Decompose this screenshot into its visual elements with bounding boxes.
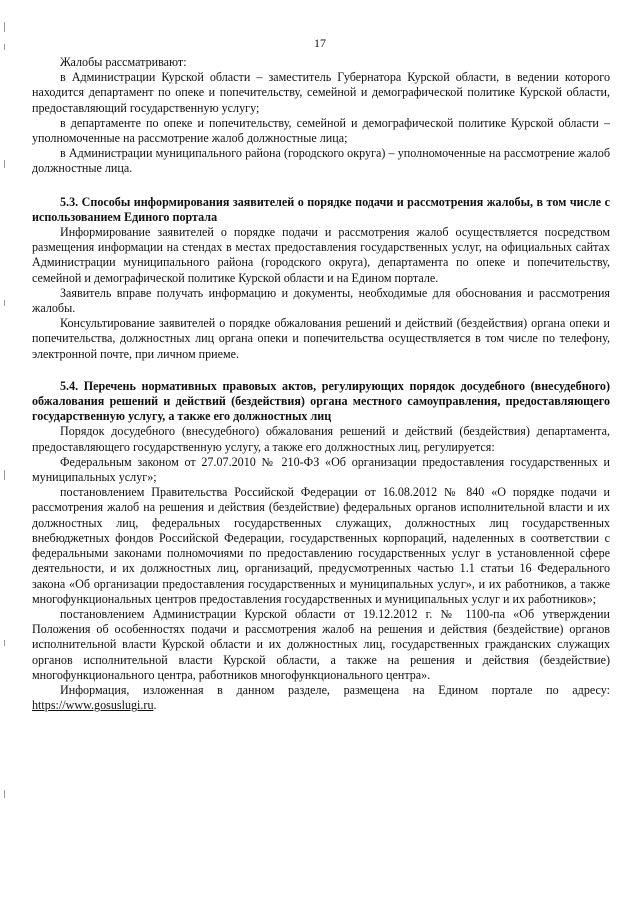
complaints-lead: Жалобы рассматривают: [60, 55, 187, 69]
paragraph: Порядок досудебного (внесудебного) обжалования решений и действий (бездействия) департамента, предоставляющего государственную услугу, а также его должностных лиц, регулируется: [32, 424, 610, 454]
section-heading-5-4: 5.4. Перечень нормативных правовых актов, регулирующих порядок досудебного (внесудебного) обжалования решений и действий (бездействия) органа местного самоуправления, предоставляющего государственную услугу, а также его должностных лиц [32, 378, 610, 424]
paragraph: Информирование заявителей о порядке подачи и рассмотрения жалоб осуществляется посредством размещения информации на стендах в местах предоставления государственных услуг, на официальных сайтах Администрации муниципального района (городского округа), департамента по опеке и попечительству, семейной и демографической политике Курской области и на Едином портале. [32, 225, 610, 285]
complaints-item: в Администрации муниципального района (городского округа) – уполномоченные на рассмотрение жалоб должностные лица. [32, 146, 610, 176]
portal-info-text: Информация, изложенная в данном разделе, размещена на Едином портале по адресу: [60, 682, 610, 697]
gosuslugi-link[interactable]: https://www.gosuslugi.ru [32, 698, 154, 713]
url-suffix: . [153, 698, 157, 713]
paragraph: Заявитель вправе получать информацию и документы, необходимые для обоснования и рассмотрения жалобы. [32, 285, 610, 316]
paragraph: Консультирование заявителей о порядке обжалования решений и действий (бездействия) органа опеки и попечительства, должностных лиц органа опеки и попечительства осуществляется в том числе по телефону, электронной почте, при личном приеме. [32, 316, 610, 361]
section-heading-5-3: 5.3. Способы информирования заявителей о порядке подачи и рассмотрения жалобы, в том числе с использованием Единого портала [32, 194, 610, 224]
complaints-item: в Администрации Курской области – заместитель Губернатора Курской области, в ведении которого находится департамент по опеке и попечительству, семейной и демографической политике Курской области, предоставляющий государственную услугу; [32, 70, 610, 115]
page-number: 17 [314, 36, 326, 50]
document-body [32, 55, 610, 713]
scan-margin-marks [2, 0, 8, 905]
paragraph: Федеральным законом от 27.07.2010 № 210-ФЗ «Об организации предоставления государственных и муниципальных услуг»; [32, 454, 610, 485]
complaints-item: в департаменте по опеке и попечительству, семейной и демографической политике Курской области – уполномоченные на рассмотрение жалоб должностные лица; [32, 115, 610, 146]
paragraph: постановлением Правительства Российской Федерации от 16.08.2012 № 840 «О порядке подачи и рассмотрения жалоб на решения и действия (бездействие) федеральных органов исполнительной власти и их должностных лиц, федеральных государственных служащих, должностных лиц государственных внебюджетных фондов Российской Федерации, государственных корпораций, наделенных в соответствии с федеральными законами полномочиями по предоставлению государственных услуг в установленной сфере деятельности, и их должностных лиц, организаций, предусмотренных частью 1.1 статьи 16 Федерального закона «Об организации предоставления государственных и муниципальных услуг», и их работников, а также многофункциональных центров предоставления государственных и муниципальных услуг и их работников»; [32, 485, 610, 606]
paragraph: постановлением Администрации Курской области от 19.12.2012 г. № 1100-па «Об утверждении Положения об особенностях подачи и рассмотрения жалоб на решения и действия (бездействие) органов исполнительной власти Курской области и их должностных лиц, государственных гражданских служащих органов исполнительной власти Курской области, а также на решения и действия (бездействие) многофункционального центра, работников многофункционального центра». [32, 606, 610, 682]
paragraph [32, 683, 610, 713]
